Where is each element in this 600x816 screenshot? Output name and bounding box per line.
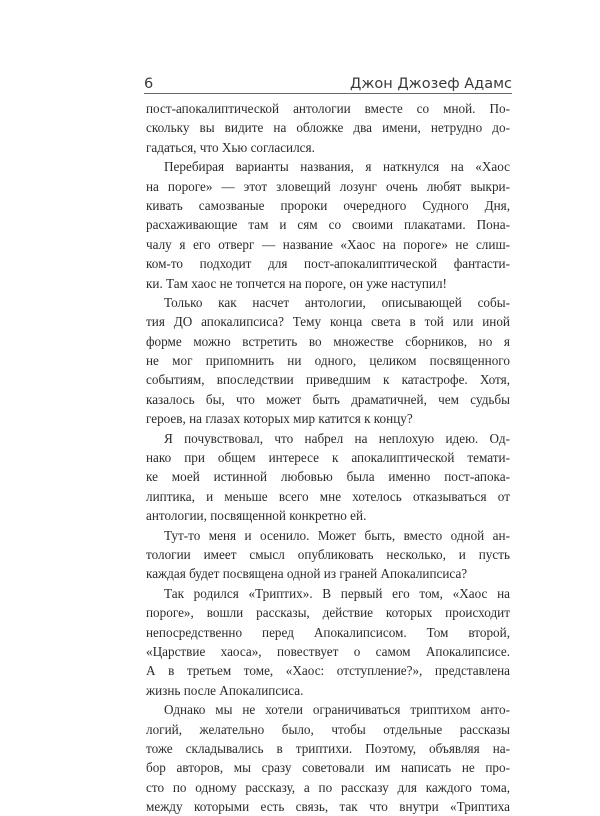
text-line: ки. Там хаос не топчется на пороге, он уже наступил! xyxy=(146,275,447,291)
text-line: жизнь после Апокалипсиса. xyxy=(146,682,304,698)
text-line: между которыми есть связь, так что внутри «Триптиха xyxy=(146,799,510,815)
text-line: пост-апокалиптической антологии вместе со мной. По- xyxy=(146,101,510,116)
text-line: ке моей истинной любовью была именно пост-апока- xyxy=(146,469,510,485)
text-line: скольку вы видите на обложке два имени, нетрудно до- xyxy=(146,120,510,136)
text-line: кивать самозваные пророки очередного Судного Дня, xyxy=(146,197,510,213)
text-line: на пороге» — этот зловещий лозунг очень любят выкри- xyxy=(146,178,510,194)
text-line: «Царствие хаоса», повествует о самом Апокалипсисе. xyxy=(146,643,510,659)
text-line: бор авторов, мы сразу советовали им написать не про- xyxy=(146,760,510,776)
paragraph-1 xyxy=(146,99,510,157)
text-line: событиям, впоследствии приведшим к катастрофе. Хотя, xyxy=(146,372,510,388)
paragraph-2 xyxy=(146,157,510,293)
text-line: тоже складывались в триптихи. Поэтому, объявляя на- xyxy=(146,740,510,756)
text-line: сто по одному рассказу, а по рассказу для каждого тома, xyxy=(146,779,510,795)
text-line: Тут-то меня и осенило. Может быть, вместо одной ан- xyxy=(164,527,510,543)
running-title: Джон Джозеф Адамс xyxy=(350,76,512,92)
text-line: антологии, посвященной конкретно ей. xyxy=(146,508,367,524)
text-line: Так родился «Триптих». В первый его том, «Хаос на xyxy=(164,585,510,601)
body-text xyxy=(146,99,510,816)
text-line: чалу я его отверг — название «Хаос на пороге» не слиш- xyxy=(146,236,510,252)
text-line: логий, желательно было, чтобы отдельные рассказы xyxy=(146,721,510,737)
text-line: пороге», вошли рассказы, действие которых происходит xyxy=(146,605,510,621)
header-rule xyxy=(144,93,512,94)
text-line: нако при общем интересе к апокалиптической темати- xyxy=(146,450,510,466)
text-line: героев, на глазах которых мир катится к концу? xyxy=(146,411,413,427)
paragraph-5 xyxy=(146,526,510,584)
text-line: непосредственно перед Апокалипсисом. Том второй, xyxy=(146,624,510,640)
running-header xyxy=(144,70,512,92)
page-number: 6 xyxy=(144,76,154,92)
text-line: Однако мы не хотели ограничиваться триптихом анто- xyxy=(164,702,510,718)
text-line: тологии имеет смысл опубликовать несколько, и пусть xyxy=(146,546,510,562)
text-line: расхаживающие там и сям со своими плакатами. Пона- xyxy=(146,217,510,233)
paragraph-4 xyxy=(146,429,510,526)
paragraph-3 xyxy=(146,293,510,429)
text-line: ком-то подходит для пост-апокалиптической фантасти- xyxy=(146,256,510,272)
text-line: Перебирая варианты названия, я наткнулся на «Хаос xyxy=(164,159,510,175)
text-line: Я почувствовал, что набрел на неплохую идею. Од- xyxy=(164,430,510,446)
text-line: липтика, и меньше всего мне хотелось отказываться от xyxy=(146,488,510,504)
text-line: форме можно встретить во множестве сборников, но я xyxy=(146,333,510,349)
text-line: каждая будет посвящена одной из граней Апокалипсиса? xyxy=(146,566,468,582)
text-line: не мог припомнить ни одного, целиком посвященного xyxy=(146,353,510,369)
text-line: Только как насчет антологии, описывающей собы- xyxy=(164,294,510,310)
text-line: казалось бы, что может быть драматичней, чем судьбы xyxy=(146,391,510,407)
paragraph-7 xyxy=(146,700,510,816)
paragraph-6 xyxy=(146,584,510,700)
text-line: гадаться, что Хью согласился. xyxy=(146,139,315,155)
text-line: А в третьем томе, «Хаос: отступление?», представлена xyxy=(146,663,510,679)
text-line: тия ДО апокалипсиса? Тему конца света в той или иной xyxy=(146,314,510,330)
